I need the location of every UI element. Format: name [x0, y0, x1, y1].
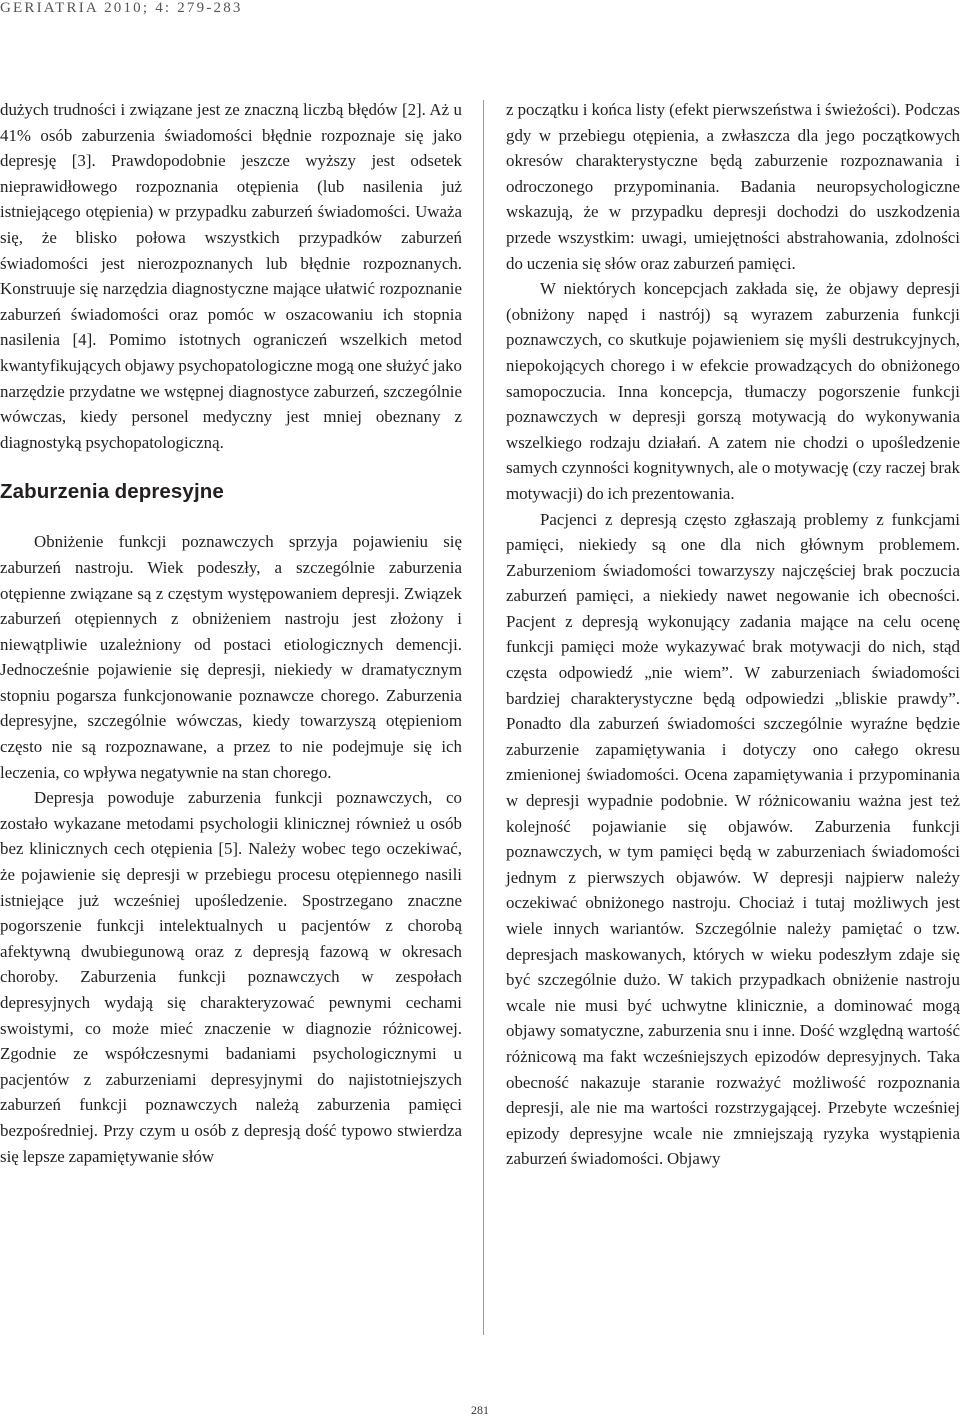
page-number: 281	[471, 1403, 489, 1417]
running-header-journal: GERIATRIA 2010; 4: 279-283	[0, 0, 243, 16]
paragraph-memory-complaints: Pacjenci z depresją często zgłaszają problemy z funkcjami pamięci, niekiedy są one dla nich głównym problemem. Zaburzeniom świadomości towarzyszy najczęściej brak poczucia zaburzeń pamięci, a niekiedy nawet negowanie ich obecności. Pacjent z depresją wykonujący zadania mające na celu ocenę funkcji pamięci może wykazywać brak motywacji do nich, stąd częsta odpowiedź „nie wiem”. W zaburzeniach świadomości bardziej charakterystyczne będą odpowiedzi „bliskie prawdy”. Ponadto dla zaburzeń świadomości szczególnie wyraźne będzie zaburzenie zapamiętywania i dotyczy ono całego okresu zmienionej świadomości. Ocena zapamiętywania i przypominania w depresji wypadnie podobnie. W różnicowaniu ważna jest też kolejność pojawianie się objawów. Zaburzenia funkcji poznawczych, w tym pamięci będą w zaburzeniach świadomości jednym z pierwszych objawów. W depresji najpierw należy oczekiwać obniżonego nastroju. Chociaż i tutaj możliwych jest wiele innych wariantów. Szczególnie należy pamiętać o tzw. depresjach maskowanych, których w wieku podeszłym zdaje się być szczególnie dużo. W takich przypadkach obniżenie nastroju wcale nie musi być uchwytne klinicznie, a dominować mogą objawy somatyczne, zaburzenia snu i inne. Dość względną wartość różnicową ma fakt wcześniejszych epizodów depresyjnych. Taka obecność nakazuje staranie rozważyć możliwość rozpoznania depresji, ale nie ma wartości rozstrzygającej. Przebyte wcześniej epizody depresyjne wcale nie zmniejszają ryzyka wystąpienia zaburzeń świadomości. Objawy	[506, 509, 960, 1169]
paragraph-cognitive-decline: Obniżenie funkcji poznawczych sprzyja pojawieniu się zaburzeń nastroju. Wiek podeszły, a szczególnie zaburzenia otępienne związane są z częstym występowaniem depresji. Związek zaburzeń otępiennych z obniżeniem nastroju jest złożony i niewątpliwie uzależniony od postaci etiologicznych demencji. Jednocześnie pojawienie się depresji, niekiedy w dramatycznym stopniu pogarsza funkcjonowanie poznawcze chorego. Zaburzenia depresyjne, szczególnie wówczas, kiedy towarzyszą otępieniom często nie są rozpoznawane, a przez to nie podejmuje się ich leczenia, co wpływa negatywnie na stan chorego.	[0, 532, 462, 782]
paragraph-list-effect: z początku i końca listy (efekt pierwszeństwa i świeżości). Podczas gdy w przebiegu otępienia, a zwłaszcza dla jego początkowych okresów charakterystyczne będą zaburzenie rozpoznawania i odroczonego przypominania. Badania neuropsychologiczne wskazują, że w przypadku depresji dochodzi do uszkodzenia przede wszystkim: uwagi, umiejętności abstrahowania, zdolności do uczenia się słów oraz zaburzeń pamięci.	[506, 100, 960, 273]
column-divider	[483, 100, 484, 1335]
paragraph-depression-cognition: Depresja powoduje zaburzenia funkcji poznawczych, co zostało wykazane metodami psychologii klinicznej również u osób bez klinicznych cech otępienia [5]. Należy wobec tego oczekiwać, że pojawienie się depresji w przebiegu procesu otępiennego nasili istniejące już wcześniej upośledzenie. Spostrzegano znaczne pogorszenie funkcji intelektualnych u pacjentów z chorobą afektywną dwubiegunową oraz z depresją fazową w okresach choroby. Zaburzenia funkcji poznawczych w zespołach depresyjnych wydają się charakteryzować pewnymi cechami swoistymi, co może mieć znaczenie w diagnozie różnicowej. Zgodnie ze współczesnymi badaniami psychologicznymi u pacjentów z zaburzeniami depresyjnymi do najistotniejszych zaburzeń funkcji poznawczych należą zaburzenia pamięci bezpośredniej. Przy czym u osób z depresją dość typowo stwierdza się lepsze zapamiętywanie słów	[0, 788, 462, 1166]
left-column	[0, 97, 462, 1169]
paragraph-concepts: W niektórych koncepcjach zakłada się, że objawy depresji (obniżony napęd i nastrój) są wyrazem zaburzenia funkcji poznawczych, co skutkuje pojawieniem się myśli destrukcyjnych, niepokojących chorego i w efekcie prowadzących do obniżonego samopoczucia. Inna koncepcja, tłumaczy pogorszenie funkcji poznawczych w depresji gorszą motywacją do wykonywania wszelkiego rodzaju działań. A zatem nie chodzi o upośledzenie samych czynności kognitywnych, ale o motywację (czy raczej brak motywacji) do ich prezentowania.	[506, 279, 960, 503]
right-column	[506, 97, 960, 1172]
section-heading: Zaburzenia depresyjne	[0, 480, 224, 504]
paragraph-intro: dużych trudności i związane jest ze znaczną liczbą błędów [2]. Aż u 41% osób zaburzenia świadomości błędnie rozpoznaje się jako depresję [3]. Prawdopodobnie jeszcze wyższy jest odsetek nieprawidłowego rozpoznania otępienia (lub nasilenia już istniejącego otępienia) w przypadku zaburzeń świadomości. Uważa się, że blisko połowa wszystkich przypadków zaburzeń świadomości jest nierozpoznanych lub błędnie rozpoznanych. Konstruuje się narzędzia diagnostyczne mające ułatwić rozpoznanie zaburzeń świadomości oraz pomóc w oszacowaniu ich stopnia nasilenia [4]. Pomimo istotnych ograniczeń wszelkich metod kwantyfikujących objawy psychopatologiczne mogą one służyć jako narzędzie przydatne we wstępnej diagnostyce zaburzeń, szczególnie wówczas, kiedy personel medyczny jest mniej obeznany z diagnostyką psychopatologiczną.	[0, 100, 462, 452]
